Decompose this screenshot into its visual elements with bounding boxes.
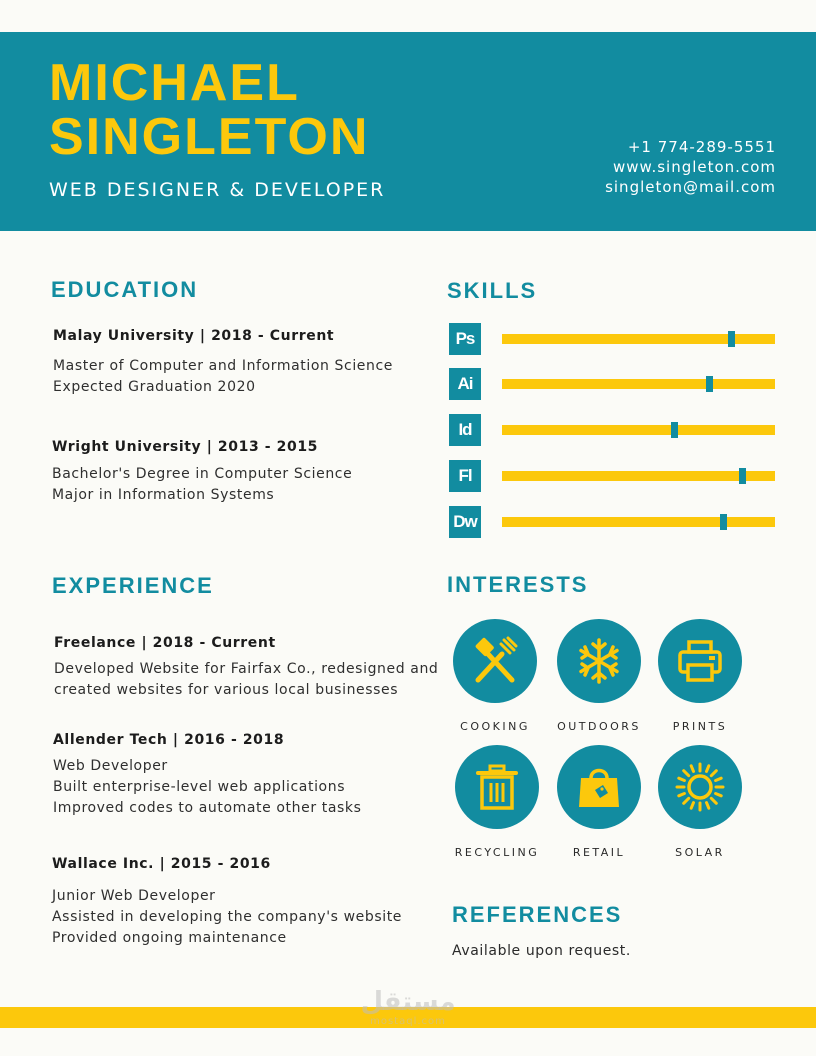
- skill-level-bar: [502, 517, 775, 527]
- interest-label: OUTDOORS: [557, 720, 641, 733]
- experience-entry: [52, 856, 402, 949]
- skills-title: SKILLS: [447, 278, 538, 303]
- entry-line: Master of Computer and Information Science: [53, 358, 394, 374]
- entry-heading: Wright University | 2013 - 2015: [52, 439, 319, 455]
- name-first: MICHAEL: [49, 54, 300, 112]
- contact-info: [605, 137, 776, 197]
- interest-label: RECYCLING: [454, 846, 540, 859]
- entry-line: Bachelor's Degree in Computer Science: [52, 466, 353, 482]
- interest-retail: [544, 745, 654, 859]
- entry-heading: Allender Tech | 2016 - 2018: [53, 732, 285, 748]
- dreamweaver-badge-icon: Dw: [449, 506, 481, 538]
- email-link[interactable]: singleton@mail.com: [605, 178, 776, 196]
- entry-line: Developed Website for Fairfax Co., redesigned and: [54, 661, 439, 677]
- flash-badge-icon: Fl: [449, 460, 481, 492]
- references-title: REFERENCES: [452, 902, 623, 927]
- entry-line: Improved codes to automate other tasks: [53, 800, 362, 816]
- skill-row-photoshop: [449, 323, 775, 355]
- interest-label: RETAIL: [572, 846, 626, 859]
- skill-level-marker: [671, 422, 678, 438]
- experience-title: EXPERIENCE: [52, 573, 214, 598]
- interest-recycling: [442, 745, 552, 859]
- job-title: WEB DESIGNER & DEVELOPER: [49, 179, 386, 201]
- entry-line: Built enterprise-level web applications: [53, 779, 346, 795]
- entry-line: created websites for various local businesses: [54, 682, 399, 698]
- skill-level-bar: [502, 425, 775, 435]
- education-entry: [53, 328, 393, 398]
- skill-level-bar: [502, 471, 775, 481]
- trash-bin-icon: [455, 745, 539, 829]
- entry-heading: Malay University | 2018 - Current: [53, 328, 335, 344]
- shopping-bag-icon: [557, 745, 641, 829]
- interest-label: PRINTS: [672, 720, 728, 733]
- watermark-latin: mostaql.com: [370, 1016, 446, 1027]
- experience-entry: [53, 732, 362, 819]
- illustrator-badge-icon: Ai: [449, 368, 481, 400]
- printer-icon: [658, 619, 742, 703]
- snowflake-icon: [557, 619, 641, 703]
- candidate-name: [49, 56, 369, 164]
- skill-row-dreamweaver: [449, 506, 775, 538]
- entry-line: Junior Web Developer: [52, 888, 216, 904]
- interest-label: COOKING: [460, 720, 530, 733]
- entry-heading: Wallace Inc. | 2015 - 2016: [52, 856, 271, 872]
- skill-level-marker: [728, 331, 735, 347]
- phone-number: +1 774-289-5551: [627, 138, 776, 156]
- skill-level-marker: [706, 376, 713, 392]
- entry-line: Provided ongoing maintenance: [52, 930, 287, 946]
- interest-solar: [645, 745, 755, 859]
- skill-level-marker: [739, 468, 746, 484]
- experience-entry: [54, 635, 438, 701]
- sun-icon: [658, 745, 742, 829]
- interest-outdoors: [544, 619, 654, 733]
- skill-level-bar: [502, 379, 775, 389]
- indesign-badge-icon: Id: [449, 414, 481, 446]
- watermark-arabic: مستقل: [360, 987, 456, 1017]
- skill-level-bar: [502, 334, 775, 344]
- entry-line: Web Developer: [53, 758, 168, 774]
- website-link[interactable]: www.singleton.com: [613, 158, 776, 176]
- skill-level-marker: [720, 514, 727, 530]
- education-title: EDUCATION: [51, 277, 199, 302]
- references-text: Available upon request.: [452, 943, 631, 959]
- interest-cooking: [440, 619, 550, 733]
- entry-line: Assisted in developing the company's website: [52, 909, 403, 925]
- name-last: SINGLETON: [49, 108, 370, 166]
- interest-label: SOLAR: [675, 846, 725, 859]
- interest-prints: [645, 619, 755, 733]
- skill-row-flash: [449, 460, 775, 492]
- cooking-utensils-icon: [453, 619, 537, 703]
- education-entry: [52, 439, 352, 506]
- entry-line: Expected Graduation 2020: [53, 379, 256, 395]
- interests-title: INTERESTS: [447, 572, 589, 597]
- entry-line: Major in Information Systems: [52, 487, 275, 503]
- entry-heading: Freelance | 2018 - Current: [54, 635, 276, 651]
- skill-row-indesign: [449, 414, 775, 446]
- photoshop-badge-icon: Ps: [449, 323, 481, 355]
- watermark-logo: [358, 988, 458, 1028]
- skill-row-illustrator: [449, 368, 775, 400]
